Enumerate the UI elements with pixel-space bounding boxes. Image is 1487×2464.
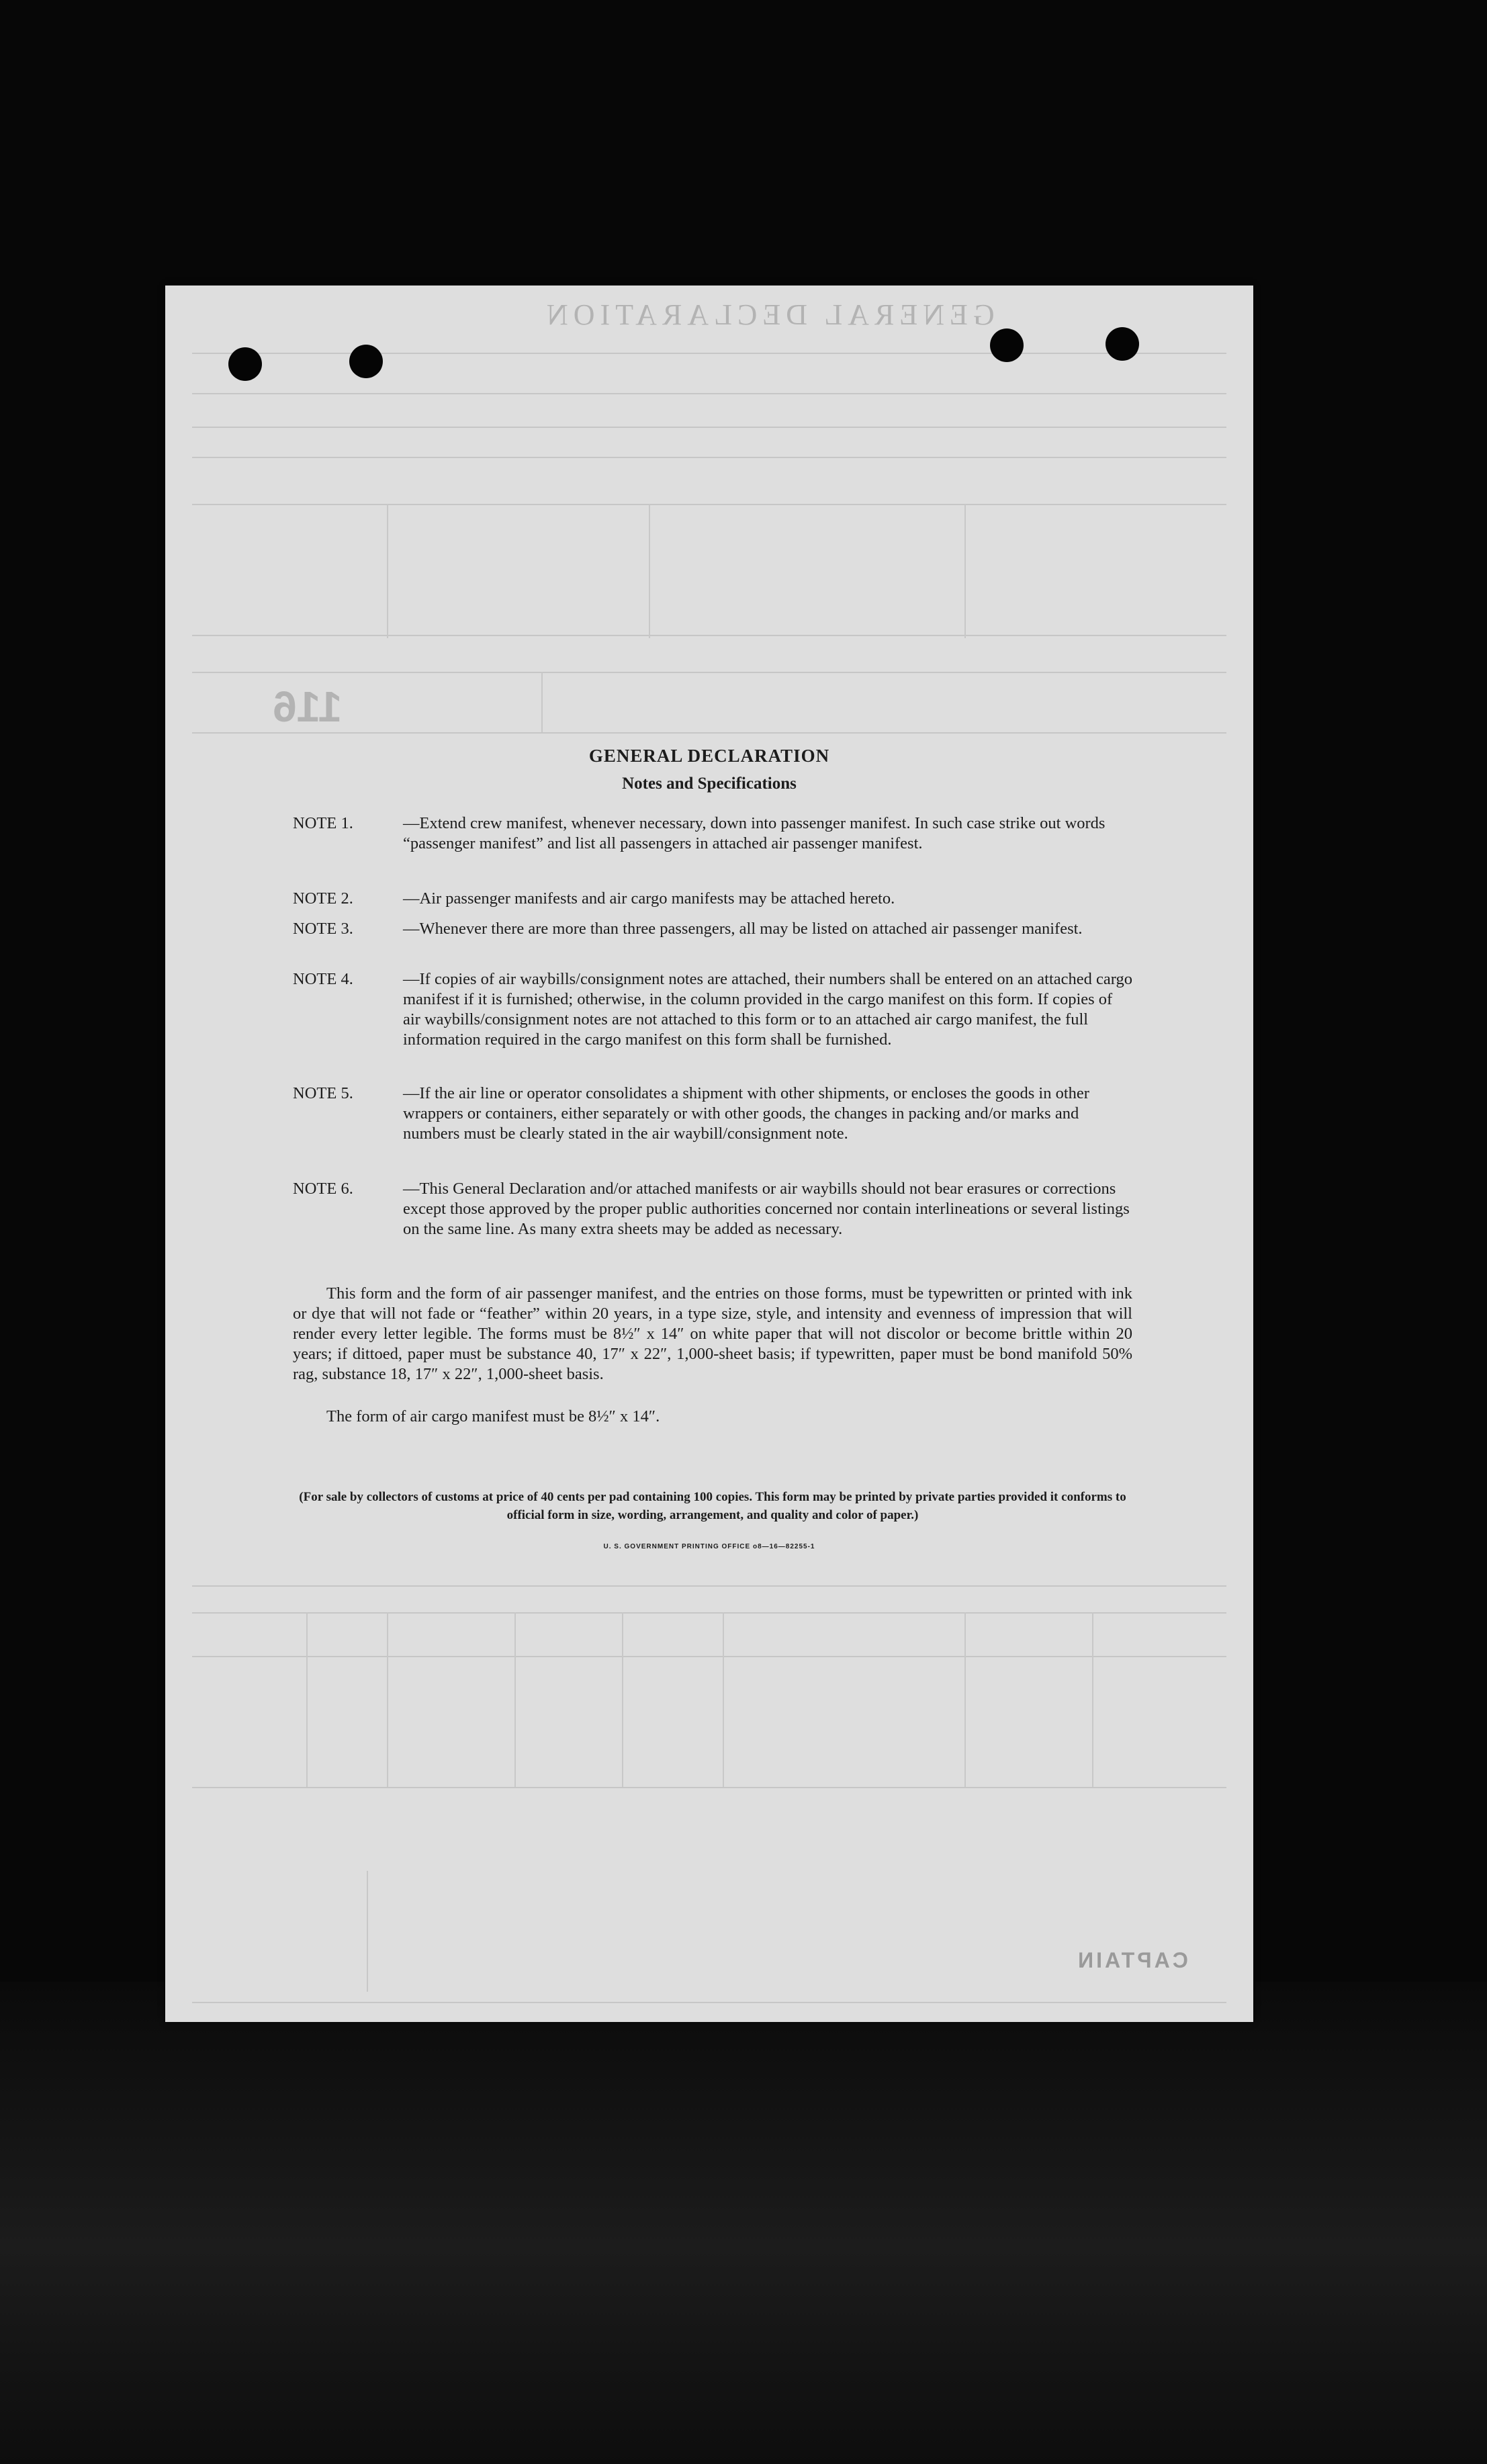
sale-notice: (For sale by collectors of customs at price of 40 cents per pad containing 100 copies. This form may be printed by private parties provided it conforms to official form in size, wording, arrangement, and quality and color of paper.) <box>299 1490 1126 1522</box>
note-text: —If copies of air waybills/consignment notes are attached, their numbers shall be entered on an attached cargo manifest if it is furnished; otherwise, in the column provided in the cargo manifest on this form. If copies of air waybills/consignment notes are not attached to this form or to an attached air cargo manifest, the full information required in the cargo manifest on this form shall be furnished. <box>403 970 1133 1049</box>
note-label: NOTE 3. <box>293 920 353 938</box>
note-label: NOTE 2. <box>293 889 353 908</box>
note-4 <box>293 969 1132 1050</box>
note-label: NOTE 6. <box>293 1180 353 1198</box>
document-title: GENERAL DECLARATION <box>588 746 830 766</box>
scan-background <box>0 1982 1487 2464</box>
note-text: —Extend crew manifest, whenever necessary, down into passenger manifest. In such case strike out words “passenger manifest” and list all passengers in attached air passenger manifest. <box>403 814 1106 852</box>
note-5 <box>293 1084 1132 1144</box>
note-text: —Whenever there are more than three passengers, all may be listed on attached air passenger manifest. <box>403 920 1083 938</box>
specification-paragraph: This form and the form of air passenger manifest, and the entries on those forms, must be typewritten or printed with ink or dye that will not fade or “feather” within 20 years, in a type size, style, and intensity and evenness of impression that will render every letter legible. The forms must be 8½″ x 14″ on white paper that will not discolor or become brittle within 20 years; if dittoed, paper must be substance 40, 17″ x 22″, 1,000-sheet basis; if typewritten, paper must be bond manifold 50% rag, substance 18, 17″ x 22″, 1,000-sheet basis. <box>293 1284 1132 1383</box>
note-3 <box>293 919 1132 939</box>
note-text: —This General Declaration and/or attached manifests or air waybills should not bear erasures or corrections except those approved by the proper public authorities concerned nor contain interlineations or several listings on the same line. As many extra sheets may be added as necessary. <box>403 1180 1130 1238</box>
cargo-manifest-size: The form of air cargo manifest must be 8½″ x 14″. <box>326 1407 660 1425</box>
note-text: —Air passenger manifests and air cargo manifests may be attached hereto. <box>403 889 895 908</box>
note-label: NOTE 1. <box>293 814 353 832</box>
note-label: NOTE 4. <box>293 970 353 988</box>
document-content <box>165 285 1253 2022</box>
bleed-through-title: GENERAL DECLARATION <box>541 298 995 331</box>
bleed-through-number: 116 <box>273 683 343 731</box>
note-text: —If the air line or operator consolidates a shipment with other shipments, or encloses the goods in other wrappers or containers, either separately or with other goods, the changes in packing and/or marks and numbers must be clearly stated in the air waybill/consignment note. <box>403 1084 1089 1143</box>
document-page <box>165 285 1253 2022</box>
printer-line: U. S. GOVERNMENT PRINTING OFFICE o8—16—82255-1 <box>603 1543 815 1550</box>
note-label: NOTE 5. <box>293 1084 353 1102</box>
note-6 <box>293 1179 1132 1239</box>
bleed-through-signature: CAPTAIN <box>1075 1948 1188 1972</box>
document-subtitle: Notes and Specifications <box>622 775 797 793</box>
note-2 <box>293 889 1132 909</box>
note-1 <box>293 813 1132 854</box>
